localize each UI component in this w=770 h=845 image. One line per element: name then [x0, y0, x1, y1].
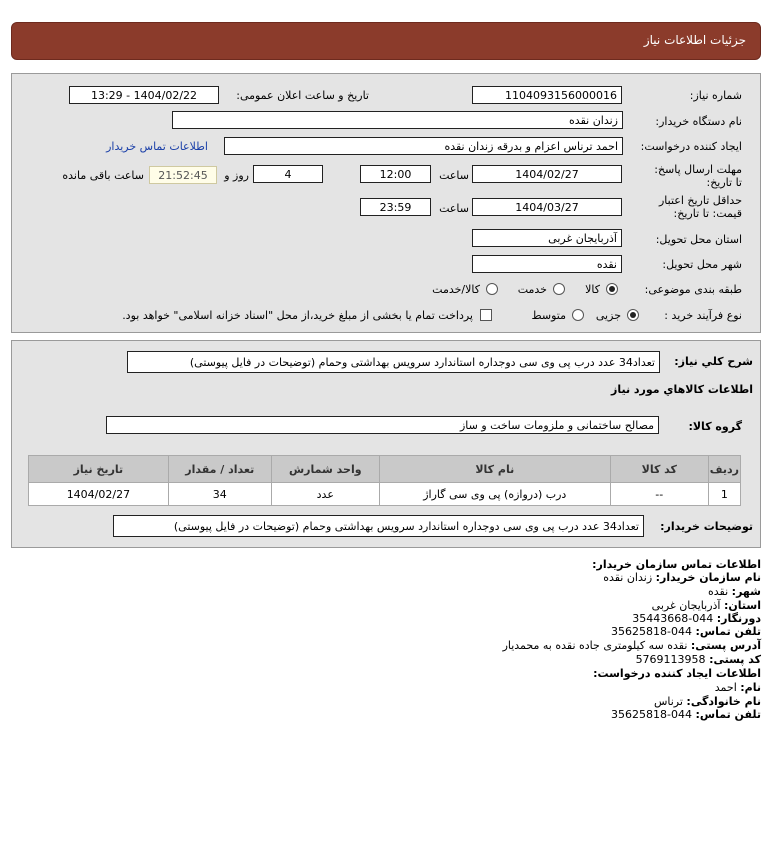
requester-label: ایجاد کننده درخواست:: [640, 140, 742, 153]
deadline-time-field: 12:00: [360, 165, 431, 183]
deadline-label: مهلت ارسال پاسخ: تا تاریخ:: [654, 163, 742, 189]
contact-address-line: [503, 639, 761, 652]
page-title: جزئیات اطلاعات نیاز: [643, 33, 746, 47]
process-radio-medium[interactable]: [572, 309, 584, 321]
announce-datetime-label: تاریخ و ساعت اعلان عمومی:: [236, 89, 369, 102]
cell-goods-name: درب (دروازه) پی وی سی گاراژ: [379, 483, 610, 506]
creator-name-value: احمد: [714, 681, 737, 694]
col-header-quantity: تعداد / مقدار: [168, 456, 271, 483]
contact-title: اطلاعات تماس سازمان خریدار:: [592, 558, 761, 571]
creator-family-label: نام خانوادگی:: [686, 695, 761, 708]
contact-province-label: استان:: [724, 599, 761, 612]
process-radio-minor[interactable]: [627, 309, 639, 321]
cell-unit: عدد: [271, 483, 379, 506]
treasury-payment-note: پرداخت تمام یا بخشی از مبلغ خرید،از محل "اسناد خزانه اسلامی" خواهد بود.: [122, 309, 473, 322]
validity-time-label: ساعت: [439, 202, 469, 215]
process-label: نوع فرآیند خرید :: [664, 309, 742, 322]
deadline-date-field: 1404/02/27: [472, 165, 622, 183]
cell-need-date: 1404/02/27: [29, 483, 169, 506]
need-number-field: 1104093156000016: [472, 86, 622, 104]
contact-city-value: نقده: [708, 585, 729, 598]
contact-phone-label: تلفن تماس:: [695, 625, 761, 638]
category-radio-service[interactable]: [553, 283, 565, 295]
page-title-bar: [11, 22, 761, 60]
contact-city-line: [708, 585, 761, 598]
col-header-goods-name: نام کالا: [379, 456, 610, 483]
contact-phone-value: 044-35625818: [611, 625, 693, 638]
buyer-notes-field: تعداد34 عدد درب پی وی سی دوجداره استاندارد سرویس بهداشتی وحمام (توضیحات در فایل پیوستی): [113, 515, 644, 537]
contact-fax-label: دورنگار:: [716, 612, 761, 625]
contact-org-line: [603, 571, 761, 584]
category-radio-goods[interactable]: [606, 283, 618, 295]
category-label: طبقه بندی موضوعی:: [644, 283, 742, 296]
contact-phone-line: [611, 625, 761, 638]
remaining-time-field: 21:52:45: [149, 166, 217, 184]
treasury-payment-checkbox[interactable]: [480, 309, 492, 321]
cell-row-num: 1: [708, 483, 740, 506]
col-header-goods-code: کد کالا: [610, 456, 708, 483]
col-header-unit: واحد شمارش: [271, 456, 379, 483]
process-option-minor: جزیی: [595, 309, 621, 322]
province-label: استان محل تحویل:: [655, 233, 742, 246]
contact-fax-line: [632, 612, 761, 625]
creator-family-line: [654, 695, 761, 708]
contact-org-label: نام سازمان خریدار:: [655, 571, 761, 584]
goods-group-label: گروه کالا:: [688, 420, 742, 433]
city-label: شهر محل تحویل:: [662, 258, 742, 271]
cell-goods-code: --: [610, 483, 708, 506]
contact-fax-value: 044-35443668: [632, 612, 714, 625]
contact-province-line: [652, 599, 761, 612]
deadline-days-label: روز و: [224, 169, 249, 182]
validity-date-field: 1404/03/27: [472, 198, 622, 216]
category-option-goods: کالا: [585, 283, 600, 296]
deadline-time-label: ساعت: [439, 169, 469, 182]
buyer-org-field: زندان نقده: [172, 111, 623, 129]
summary-field: تعداد34 عدد درب پی وی سی دوجداره استاندارد سرویس بهداشتی وحمام (توضیحات در فایل پیوستی): [127, 351, 660, 373]
remaining-time-label: ساعت باقی مانده: [62, 169, 144, 182]
creator-phone-label: تلفن تماس:: [695, 708, 761, 721]
contact-postal-label: کد پستی:: [709, 653, 761, 666]
buyer-notes-label: توضیحات خریدار:: [660, 520, 753, 533]
city-field: نقده: [472, 255, 622, 273]
summary-label: شرح کلي نياز:: [674, 355, 753, 368]
goods-section-title: اطلاعات کالاهاي مورد نياز: [611, 383, 753, 396]
col-header-row-num: ردیف: [708, 456, 740, 483]
contact-city-label: شهر:: [731, 585, 761, 598]
cell-quantity: 34: [168, 483, 271, 506]
contact-postal-value: 5769113958: [635, 653, 706, 666]
need-number-label: شماره نیاز:: [689, 89, 742, 102]
announce-datetime-field: 1404/02/22 - 13:29: [69, 86, 219, 104]
contact-province-value: آذربایجان غربی: [651, 599, 721, 612]
contact-address-label: آدرس پستی:: [690, 639, 761, 652]
creator-name-label: نام:: [740, 681, 761, 694]
province-field: آذربایجان غربی: [472, 229, 622, 247]
contact-address-value: نقده سه کیلومتری جاده نقده به محمدیار: [502, 639, 688, 652]
creator-phone-value: 044-35625818: [611, 708, 693, 721]
category-radio-goods-service[interactable]: [486, 283, 498, 295]
deadline-days-field: 4: [253, 165, 323, 183]
creator-family-value: ترناس: [653, 695, 683, 708]
creator-phone-line: [611, 708, 761, 721]
contact-postal-line: [636, 653, 761, 666]
buyer-contact-link[interactable]: اطلاعات تماس خریدار: [106, 140, 208, 153]
requester-field: احمد ترناس اعزام و بدرقه زندان نقده: [224, 137, 623, 155]
goods-group-field: مصالح ساختمانی و ملزومات ساخت و ساز: [106, 416, 659, 434]
table-row: [29, 483, 741, 506]
validity-time-field: 23:59: [360, 198, 431, 216]
category-option-service: خدمت: [517, 283, 547, 296]
creator-title: اطلاعات ایجاد کننده درخواست:: [593, 667, 761, 680]
process-option-medium: متوسط: [531, 309, 566, 322]
category-option-goods-service: کالا/خدمت: [432, 283, 480, 296]
validity-label: حداقل تاریخ اعتبار قیمت: تا تاریخ:: [658, 194, 742, 220]
buyer-org-label: نام دستگاه خریدار:: [655, 115, 742, 128]
creator-name-line: [715, 681, 761, 694]
col-header-need-date: تاریخ نیاز: [29, 456, 169, 483]
goods-table: [28, 455, 741, 506]
contact-org-value: زندان نقده: [603, 571, 653, 584]
